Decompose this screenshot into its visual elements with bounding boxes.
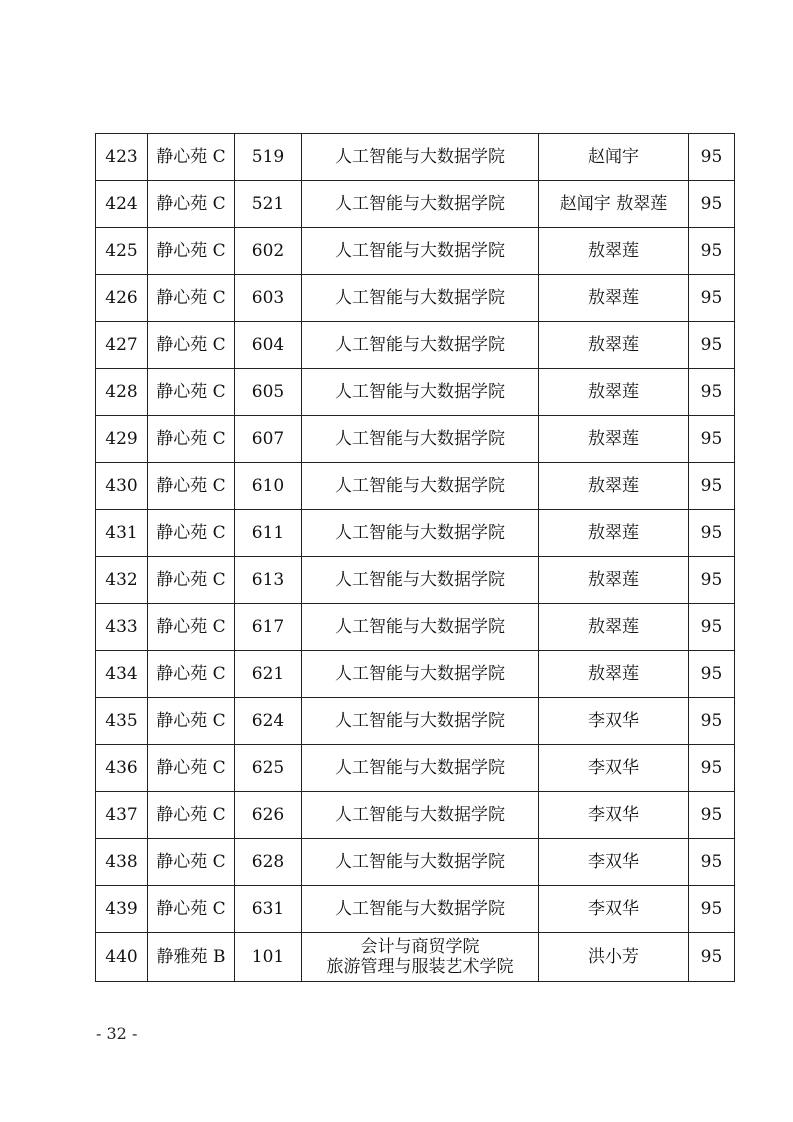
- cell-room: 603: [235, 275, 302, 322]
- cell-score: 95: [689, 275, 735, 322]
- cell-room: 613: [235, 557, 302, 604]
- table-row: [96, 510, 735, 557]
- dormitory-table: [95, 133, 735, 982]
- cell-college: 人工智能与大数据学院: [302, 228, 539, 275]
- college-line-1: 会计与商贸学院: [360, 937, 480, 957]
- cell-number: 424: [96, 181, 148, 228]
- table-row: [96, 886, 735, 933]
- cell-score: 95: [689, 416, 735, 463]
- cell-building: 静心苑 C: [148, 275, 235, 322]
- cell-score: 95: [689, 228, 735, 275]
- cell-number: 428: [96, 369, 148, 416]
- cell-college: 人工智能与大数据学院: [302, 416, 539, 463]
- cell-room: 521: [235, 181, 302, 228]
- table-row: [96, 416, 735, 463]
- cell-score: 95: [689, 933, 735, 982]
- cell-number: 437: [96, 792, 148, 839]
- cell-number: 431: [96, 510, 148, 557]
- cell-building: 静心苑 C: [148, 463, 235, 510]
- cell-building: 静心苑 C: [148, 181, 235, 228]
- cell-score: 95: [689, 604, 735, 651]
- cell-college: [302, 933, 539, 982]
- cell-teacher: 敖翠莲: [539, 416, 689, 463]
- table-row: [96, 228, 735, 275]
- cell-room: 626: [235, 792, 302, 839]
- cell-number: 435: [96, 698, 148, 745]
- cell-room: 625: [235, 745, 302, 792]
- cell-score: 95: [689, 745, 735, 792]
- cell-teacher: 李双华: [539, 792, 689, 839]
- cell-room: 605: [235, 369, 302, 416]
- cell-teacher: 敖翠莲: [539, 557, 689, 604]
- cell-college: 人工智能与大数据学院: [302, 134, 539, 181]
- cell-college: 人工智能与大数据学院: [302, 557, 539, 604]
- cell-room: 610: [235, 463, 302, 510]
- cell-room: 602: [235, 228, 302, 275]
- cell-college: 人工智能与大数据学院: [302, 322, 539, 369]
- cell-building: 静心苑 C: [148, 134, 235, 181]
- cell-score: 95: [689, 181, 735, 228]
- cell-teacher: 赵闻宇: [539, 134, 689, 181]
- cell-building: 静心苑 C: [148, 369, 235, 416]
- table-row: [96, 604, 735, 651]
- cell-teacher: 李双华: [539, 839, 689, 886]
- cell-room: 631: [235, 886, 302, 933]
- cell-teacher: 敖翠莲: [539, 228, 689, 275]
- table-row: [96, 322, 735, 369]
- cell-teacher: 李双华: [539, 886, 689, 933]
- cell-teacher: 赵闻宇 敖翠莲: [539, 181, 689, 228]
- cell-number: 436: [96, 745, 148, 792]
- college-line-2: 旅游管理与服装艺术学院: [326, 957, 514, 977]
- cell-number: 440: [96, 933, 148, 982]
- cell-teacher: 李双华: [539, 698, 689, 745]
- table-row: [96, 745, 735, 792]
- cell-building: 静心苑 C: [148, 604, 235, 651]
- cell-college: 人工智能与大数据学院: [302, 369, 539, 416]
- cell-room: 621: [235, 651, 302, 698]
- cell-teacher: 敖翠莲: [539, 510, 689, 557]
- cell-score: 95: [689, 369, 735, 416]
- cell-college: 人工智能与大数据学院: [302, 651, 539, 698]
- cell-college: 人工智能与大数据学院: [302, 745, 539, 792]
- cell-college: 人工智能与大数据学院: [302, 839, 539, 886]
- table-row: [96, 369, 735, 416]
- cell-building: 静心苑 C: [148, 792, 235, 839]
- cell-college: 人工智能与大数据学院: [302, 181, 539, 228]
- cell-teacher: 敖翠莲: [539, 651, 689, 698]
- cell-number: 429: [96, 416, 148, 463]
- cell-score: 95: [689, 886, 735, 933]
- cell-score: 95: [689, 839, 735, 886]
- cell-score: 95: [689, 792, 735, 839]
- cell-teacher: 敖翠莲: [539, 322, 689, 369]
- cell-college: 人工智能与大数据学院: [302, 275, 539, 322]
- cell-number: 434: [96, 651, 148, 698]
- table-row: [96, 181, 735, 228]
- cell-room: 611: [235, 510, 302, 557]
- cell-score: 95: [689, 322, 735, 369]
- table-row: [96, 792, 735, 839]
- cell-building: 静心苑 C: [148, 698, 235, 745]
- cell-room: 624: [235, 698, 302, 745]
- cell-building: 静心苑 C: [148, 839, 235, 886]
- table-row: [96, 698, 735, 745]
- cell-teacher: 敖翠莲: [539, 275, 689, 322]
- table-body: [96, 134, 735, 982]
- cell-number: 430: [96, 463, 148, 510]
- cell-building: 静心苑 C: [148, 886, 235, 933]
- cell-teacher: 洪小芳: [539, 933, 689, 982]
- cell-teacher: 李双华: [539, 745, 689, 792]
- cell-building: 静心苑 C: [148, 651, 235, 698]
- cell-building: 静心苑 C: [148, 322, 235, 369]
- cell-room: 617: [235, 604, 302, 651]
- cell-building: 静心苑 C: [148, 557, 235, 604]
- cell-college: 人工智能与大数据学院: [302, 698, 539, 745]
- cell-score: 95: [689, 698, 735, 745]
- cell-teacher: 敖翠莲: [539, 369, 689, 416]
- cell-room: 607: [235, 416, 302, 463]
- cell-college: 人工智能与大数据学院: [302, 886, 539, 933]
- cell-score: 95: [689, 557, 735, 604]
- cell-number: 432: [96, 557, 148, 604]
- cell-building: 静心苑 C: [148, 228, 235, 275]
- table-row: [96, 557, 735, 604]
- table-row: [96, 839, 735, 886]
- cell-score: 95: [689, 463, 735, 510]
- cell-score: 95: [689, 510, 735, 557]
- table-row: [96, 134, 735, 181]
- cell-number: 427: [96, 322, 148, 369]
- cell-number: 438: [96, 839, 148, 886]
- cell-college: 人工智能与大数据学院: [302, 792, 539, 839]
- cell-room: 101: [235, 933, 302, 982]
- cell-building: 静心苑 C: [148, 745, 235, 792]
- cell-teacher: 敖翠莲: [539, 604, 689, 651]
- cell-room: 628: [235, 839, 302, 886]
- cell-number: 439: [96, 886, 148, 933]
- cell-number: 423: [96, 134, 148, 181]
- cell-score: 95: [689, 651, 735, 698]
- cell-college: 人工智能与大数据学院: [302, 463, 539, 510]
- table-row: [96, 463, 735, 510]
- cell-teacher: 敖翠莲: [539, 463, 689, 510]
- cell-college: 人工智能与大数据学院: [302, 510, 539, 557]
- cell-college: 人工智能与大数据学院: [302, 604, 539, 651]
- table-row: [96, 933, 735, 982]
- cell-building: 静心苑 C: [148, 416, 235, 463]
- cell-number: 425: [96, 228, 148, 275]
- cell-room: 604: [235, 322, 302, 369]
- cell-number: 426: [96, 275, 148, 322]
- table-row: [96, 275, 735, 322]
- table-row: [96, 651, 735, 698]
- cell-building: 静雅苑 B: [148, 933, 235, 982]
- cell-room: 519: [235, 134, 302, 181]
- cell-number: 433: [96, 604, 148, 651]
- cell-building: 静心苑 C: [148, 510, 235, 557]
- page-number: - 32 -: [96, 1024, 138, 1043]
- cell-score: 95: [689, 134, 735, 181]
